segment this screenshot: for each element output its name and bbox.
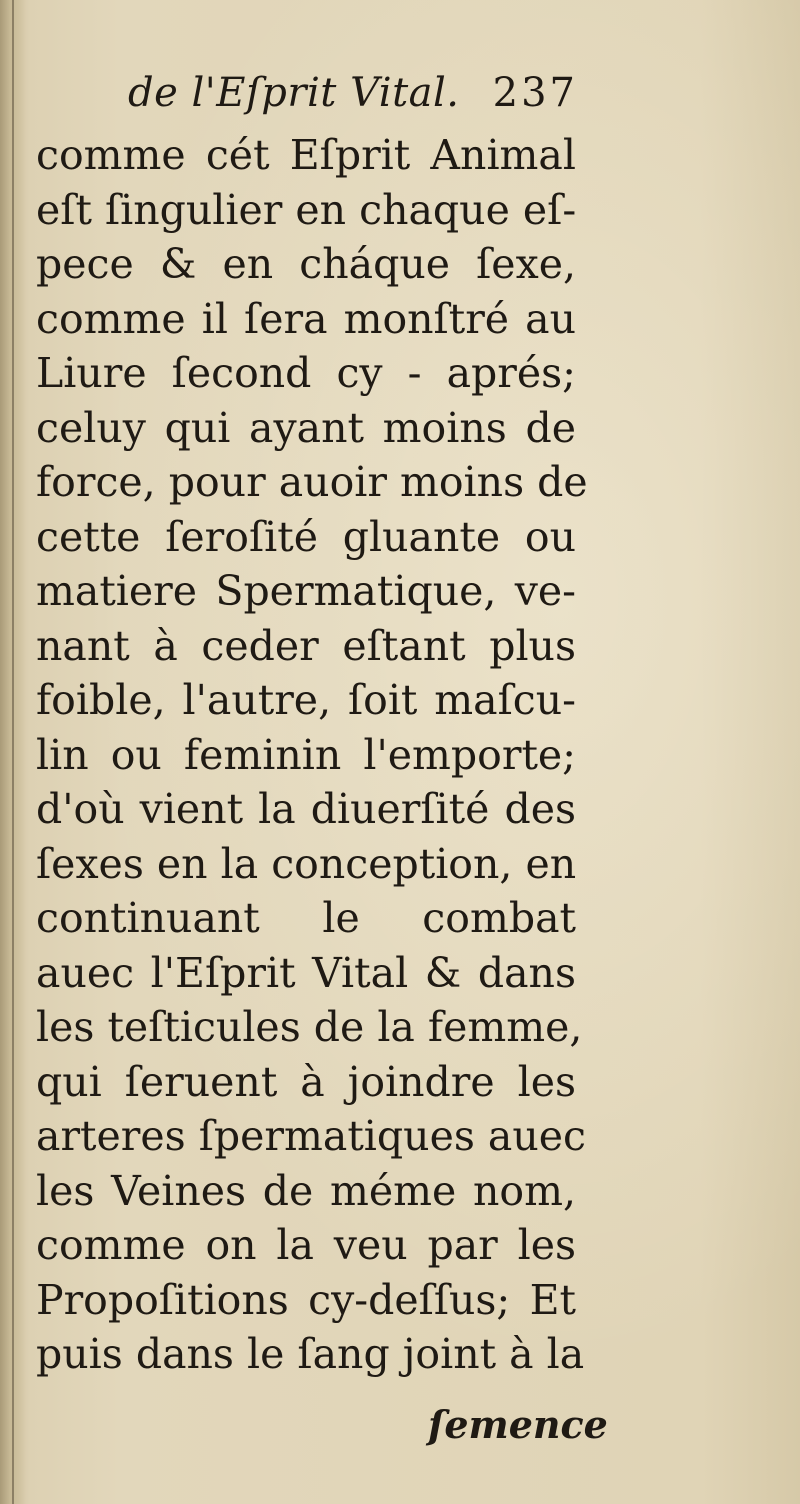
body-text (36, 128, 588, 1382)
text-line: les Veines de méme nom, (36, 1166, 576, 1215)
text-line: d'où vient la diuerſité des (36, 785, 576, 833)
text-line: ſexes en la conception, en (36, 839, 577, 888)
text-line: eſt ſingulier en chaque eſ- (36, 185, 577, 234)
text-line: cette ſeroſité gluante ou (36, 512, 576, 561)
text-line: puis dans le ſang joint à la (36, 1330, 585, 1378)
text-line: les teſticules de la femme, (36, 1003, 583, 1051)
text-line: arteres ſpermatiques auec (36, 1112, 586, 1160)
text-line: nant à ceder eſtant plus (36, 621, 576, 670)
binding-edge (12, 0, 14, 1504)
text-line: qui ſeruent à joindre les (36, 1057, 576, 1106)
running-title: de l'Eſprit Vital. (128, 70, 460, 116)
text-line: foible, l'autre, ſoit maſcu- (36, 676, 576, 724)
text-line: lin ou feminin l'emporte; (36, 730, 576, 779)
page-header (128, 70, 578, 126)
text-line: auec l'Eſprit Vital & dans (36, 948, 576, 997)
page-number: 237 (492, 70, 578, 116)
text-line: force, pour auoir moins de (36, 458, 588, 506)
text-line: comme il ſera monſtré au (36, 294, 576, 343)
text-line: Liure ſecond cy - aprés; (36, 349, 576, 397)
text-line: pece & en cháque ſexe, (36, 240, 576, 288)
text-line: comme on la veu par les (36, 1221, 576, 1269)
text-line: continuant le combat (36, 894, 576, 942)
text-line: Propoſitions cy-deſſus; Et (36, 1275, 576, 1324)
text-line: comme cét Eſprit Animal (36, 131, 576, 179)
text-line: celuy qui ayant moins de (36, 403, 576, 452)
text-line: matiere Spermatique, ve- (36, 567, 576, 615)
catchword: ſemence (428, 1402, 608, 1447)
